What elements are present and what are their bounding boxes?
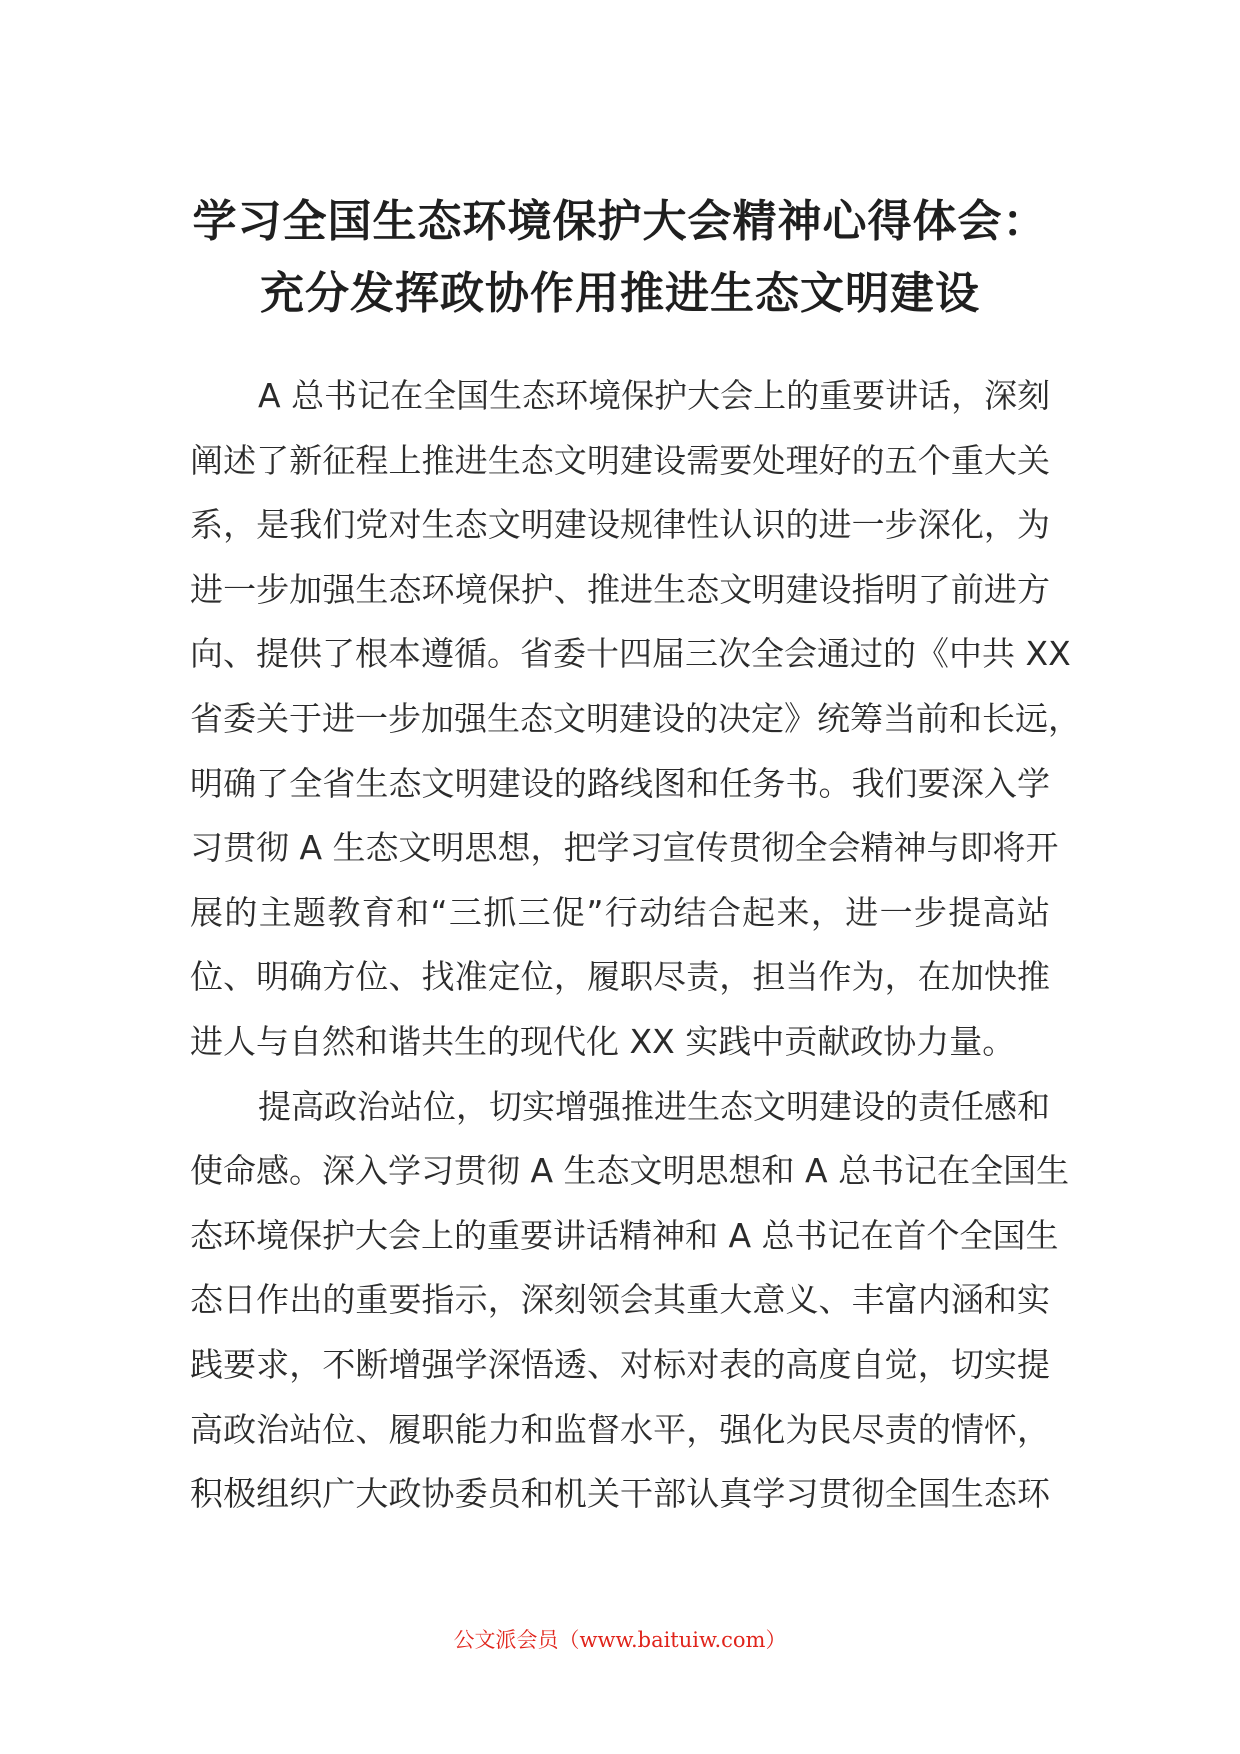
paragraph-line: 高政治站位、履职能力和监督水平，强化为民尽责的情怀， <box>190 1409 1050 1449</box>
paragraph-line: 习贯彻 A 生态文明思想，把学习宣传贯彻全会精神与即将开 <box>190 828 1059 868</box>
title-line-2: 充分发挥政协作用推进生态文明建设 <box>260 268 980 319</box>
footer-watermark: 公文派会员（www.baituiw.com） <box>453 1628 787 1652</box>
paragraph-line: 积极组织广大政协委员和机关干部认真学习贯彻全国生态环 <box>190 1474 1050 1514</box>
paragraph-line: 阐述了新征程上推进生态文明建设需要处理好的五个重大关 <box>190 440 1050 480</box>
paragraph-2 <box>190 1075 1070 1527</box>
document-body <box>190 364 1081 1527</box>
paragraph-line: 进人与自然和谐共生的现代化 XX 实践中贡献政协力量。 <box>190 1021 1016 1061</box>
paragraph-line: A 总书记在全国生态环境保护大会上的重要讲话，深刻 <box>258 376 1051 415</box>
paragraph-line: 系，是我们党对生态文明建设规律性认识的进一步深化，为 <box>190 505 1050 545</box>
title-line-1: 学习全国生态环境保护大会精神心得体会： <box>192 196 1048 247</box>
paragraph-line: 向、提供了根本遵循。省委十四届三次全会通过的《中共 XX <box>190 634 1071 674</box>
paragraph-line: 践要求，不断增强学深悟透、对标对表的高度自觉，切实提 <box>190 1344 1050 1384</box>
paragraph-line: 位、明确方位、找准定位，履职尽责，担当作为，在加快推 <box>190 957 1050 997</box>
paragraph-line: 提高政治站位，切实增强推进生态文明建设的责任感和 <box>258 1086 1050 1126</box>
document-title <box>150 186 1090 330</box>
paragraph-line: 明确了全省生态文明建设的路线图和任务书。我们要深入学 <box>190 763 1050 803</box>
paragraph-line: 展的主题教育和“三抓三促”行动结合起来，进一步提高站 <box>190 892 1050 932</box>
paragraph-line: 态环境保护大会上的重要讲话精神和 A 总书记在首个全国生 <box>190 1215 1059 1255</box>
paragraph-line: 使命感。深入学习贯彻 A 生态文明思想和 A 总书记在全国生 <box>190 1151 1070 1191</box>
paragraph-line: 态日作出的重要指示，深刻领会其重大意义、丰富内涵和实 <box>190 1280 1050 1320</box>
paragraph-1 <box>190 364 1081 1075</box>
paragraph-line: 进一步加强生态环境保护、推进生态文明建设指明了前进方 <box>190 569 1050 609</box>
paragraph-line: 省委关于进一步加强生态文明建设的决定》统筹当前和长远， <box>190 698 1081 738</box>
